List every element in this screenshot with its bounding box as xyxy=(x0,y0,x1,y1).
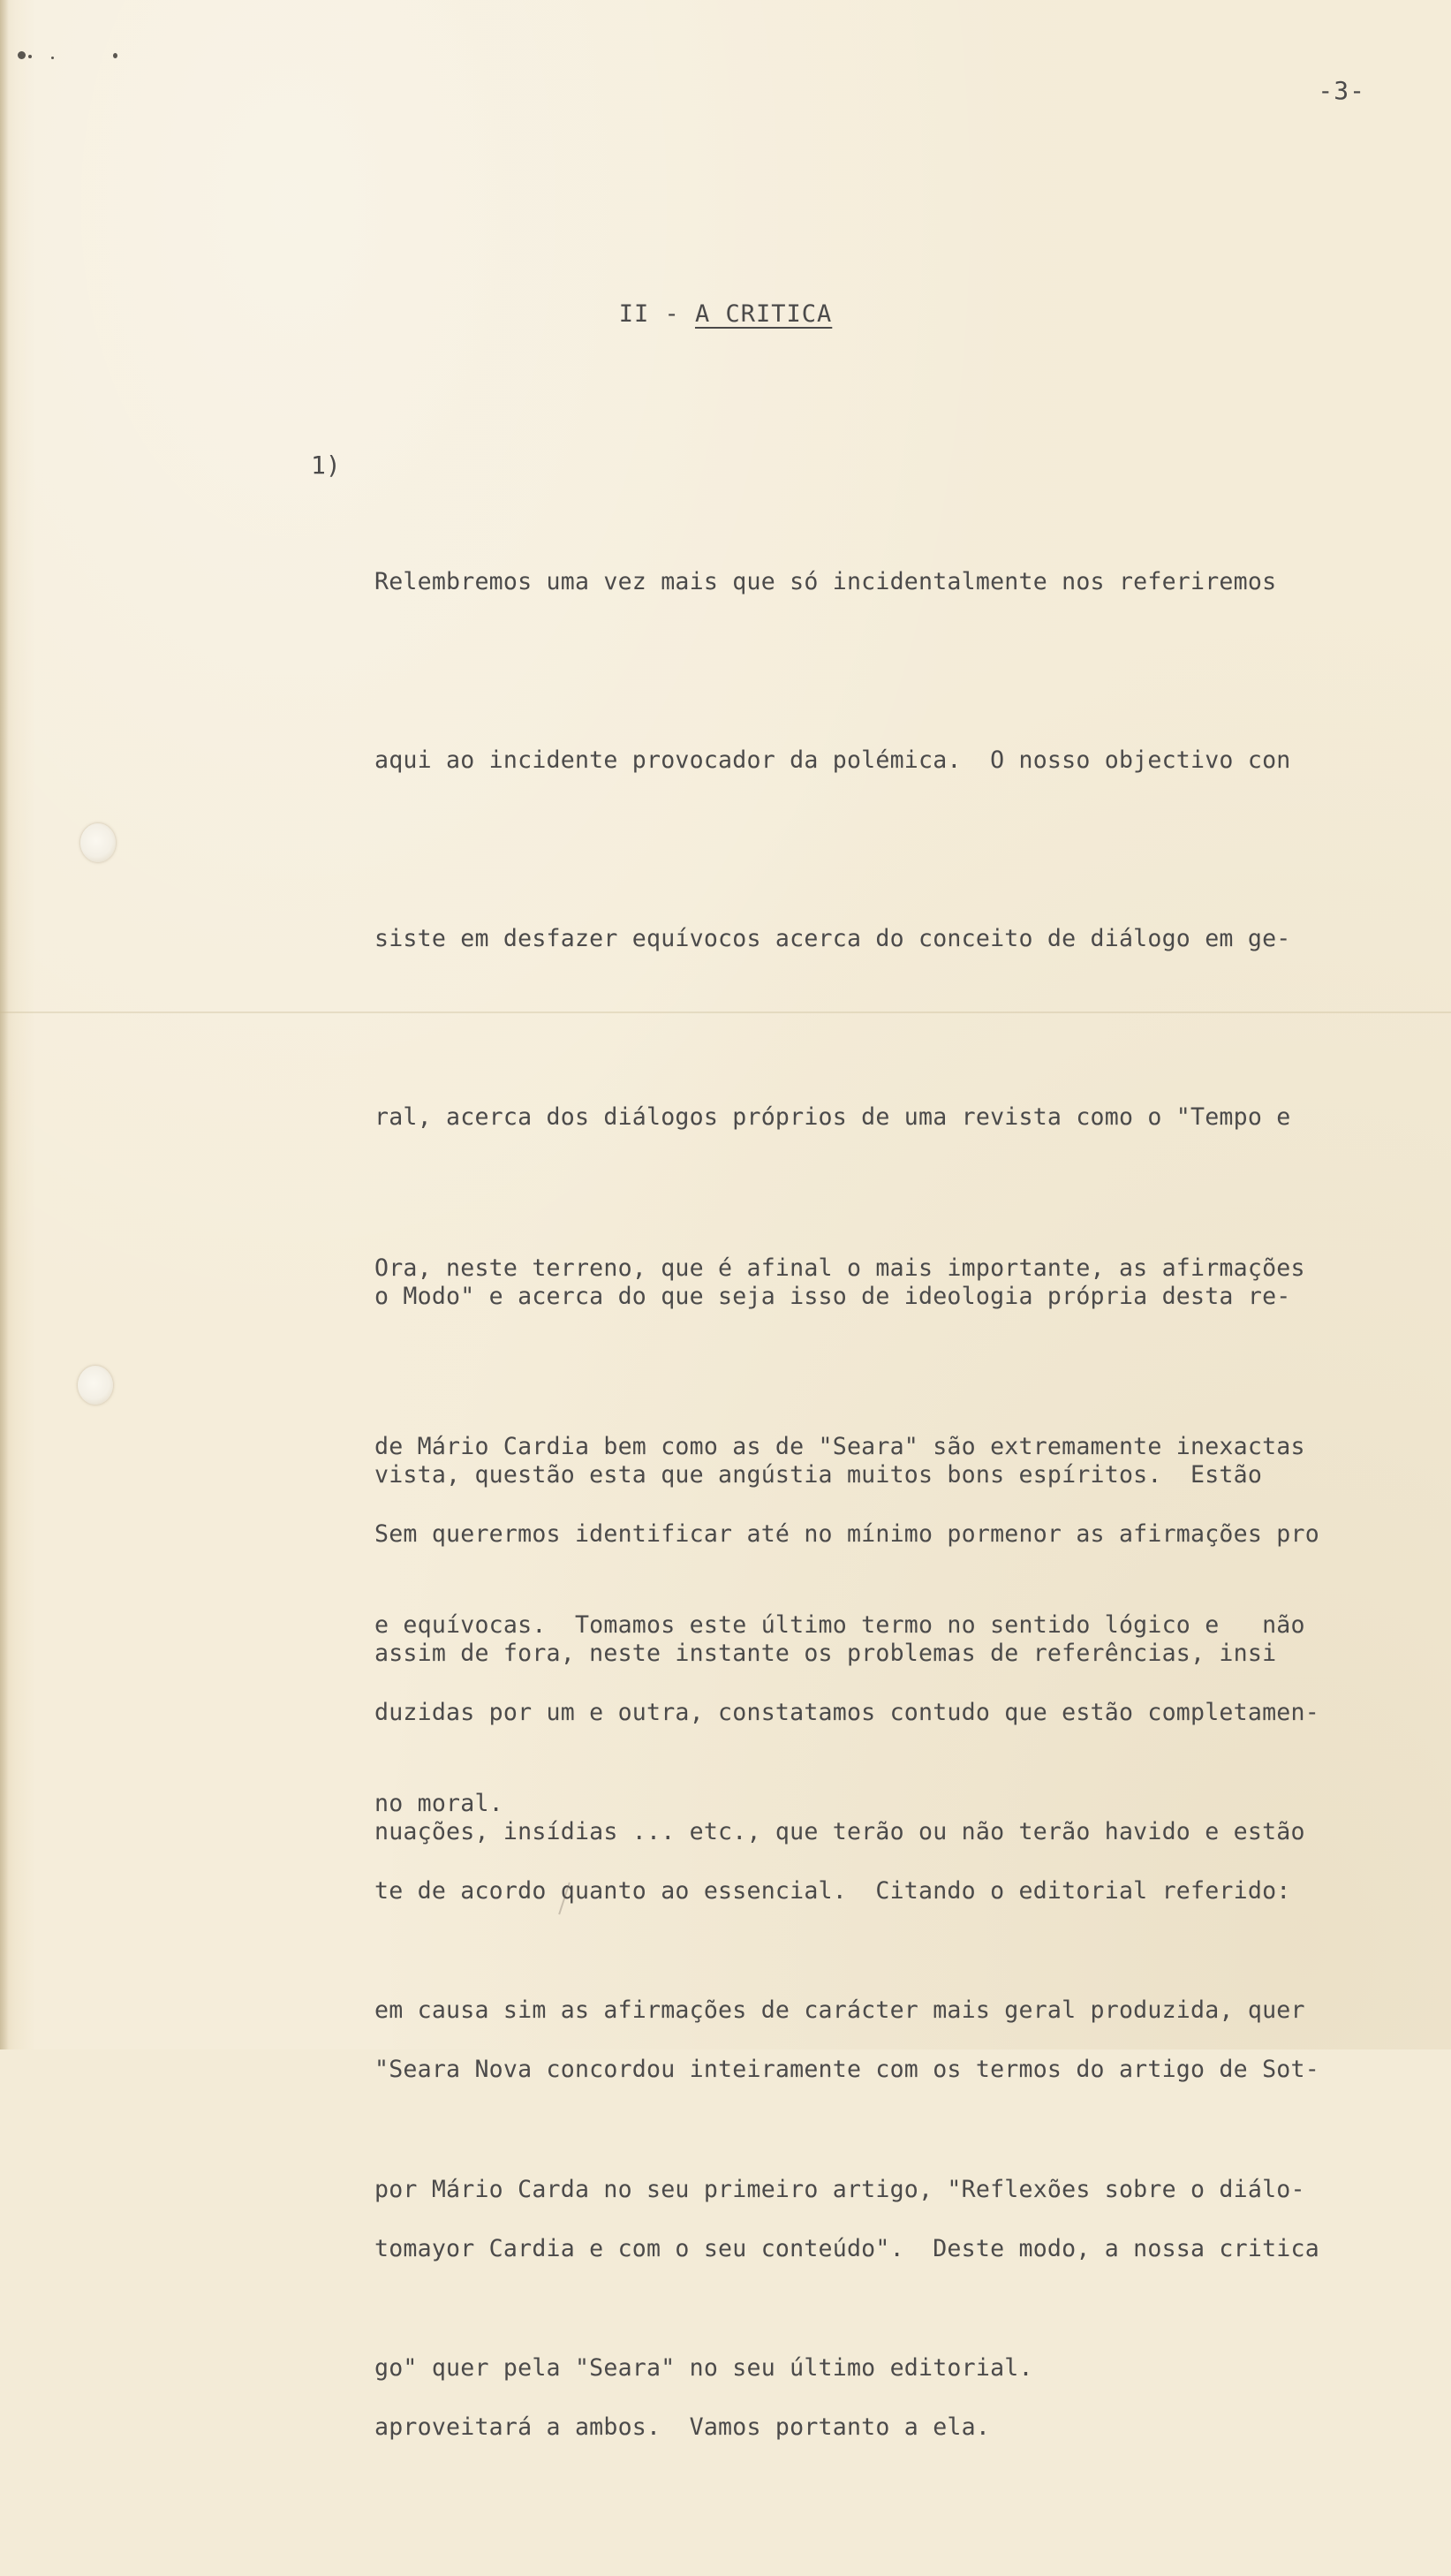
text-line: o Modo" e acerca do que seja isso de ideologia própria desta re- xyxy=(374,1282,1291,1310)
text-line: Relembremos uma vez mais que só incidentalmente nos referiremos xyxy=(374,567,1277,595)
heading-title: A CRITICA xyxy=(694,300,833,328)
paragraph-3 xyxy=(374,1385,1434,2576)
ink-speck xyxy=(18,51,26,59)
ink-speck xyxy=(51,57,54,59)
text-line: em causa sim as afirmações de carácter mais geral produzida, quer xyxy=(374,1996,1305,2025)
punch-hole-icon xyxy=(80,823,116,862)
text-line: e equívocas. Tomamos este último termo no sentido lógico e não xyxy=(374,1611,1305,1640)
text-line: go" quer pela "Seara" no seu último editorial. xyxy=(374,2353,1033,2382)
text-line: Ora, neste terreno, que é afinal o mais importante, as afirmações xyxy=(374,1254,1305,1282)
text-line: duzidas por um e outra, constatamos contudo que estão completamen- xyxy=(374,1699,1319,1727)
punch-hole-icon xyxy=(78,1366,113,1405)
ink-specks xyxy=(18,51,132,69)
text-line: de Mário Cardia bem como as de "Seara" são extremamente inexactas xyxy=(374,1433,1305,1461)
ink-speck xyxy=(113,53,117,58)
text-line: aproveitará a ambos. Vamos portanto a ela. xyxy=(374,2413,991,2441)
text-line: assim de fora, neste instante os problemas de referências, insi xyxy=(374,1640,1277,1668)
page-number: -3- xyxy=(1318,76,1365,105)
ink-speck xyxy=(28,55,32,58)
section-marker: 1) xyxy=(311,451,341,480)
text-line: ral, acerca dos diálogos próprios de uma revista como o "Tempo e xyxy=(374,1103,1291,1132)
section-heading xyxy=(0,300,1451,328)
text-line: aqui ao incidente provocador da polémica. O nosso objectivo con xyxy=(374,746,1291,775)
text-line: no moral. xyxy=(374,1790,503,1818)
text-line: nuações, insídias ... etc., que terão ou não terão havido e estão xyxy=(374,1818,1305,1846)
text-line: "Seara Nova concordou inteiramente com os termos do artigo de Sot- xyxy=(374,2056,1319,2084)
text-line: siste em desfazer equívocos acerca do conceito de diálogo em ge- xyxy=(374,925,1291,953)
text-line: te de acordo quanto ao essencial. Citando o editorial referido: xyxy=(374,1877,1291,1905)
text-line: por Mário Carda no seu primeiro artigo, "Reflexões sobre o diálo- xyxy=(374,2175,1305,2203)
text-line: Sem querermos identificar até no mínimo pormenor as afirmações pro xyxy=(374,1519,1319,1548)
heading-prefix: II - xyxy=(618,300,695,328)
text-line: tomayor Cardia e com o seu conteúdo". Deste modo, a nossa critica xyxy=(374,2234,1319,2262)
text-line: vista, questão esta que angústia muitos bons espíritos. Estão xyxy=(374,1460,1263,1489)
